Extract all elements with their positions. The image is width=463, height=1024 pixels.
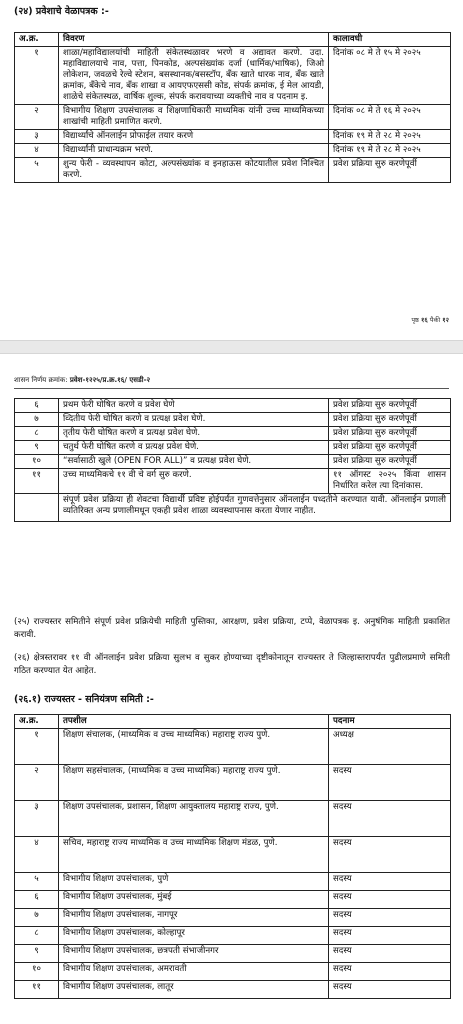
note-blank-cell (15, 494, 59, 522)
table-row (15, 427, 451, 441)
row-period: प्रवेश प्रक्रिया सुरु करणेपूर्वी (329, 413, 451, 427)
row-serial: ७ (15, 909, 59, 927)
page-separator (0, 340, 463, 354)
row-role: सदस्य (329, 891, 451, 909)
row-role: सदस्य (329, 873, 451, 891)
row-serial: १ (15, 729, 59, 765)
running-header (14, 376, 150, 385)
table-row (15, 891, 451, 909)
row-serial: १० (15, 455, 59, 469)
row-serial: ६ (15, 891, 59, 909)
row-role: सदस्य (329, 945, 451, 963)
page-of-label: पैकी (429, 316, 441, 324)
row-description: विभागीय शिक्षण उपसंचालक व शिक्षणाधिकारी माध्यमिक यांनी उच्च माध्यमिकच्या शाखांची माहिती प्रमाणित करणे. (59, 105, 329, 130)
document-page-16 (0, 0, 463, 340)
row-serial: १ (15, 47, 59, 105)
row-detail: विभागीय शिक्षण उपसंचालक, पुणे (59, 873, 329, 891)
page-label: पृष्ठ (411, 316, 419, 324)
row-serial: ३ (15, 801, 59, 837)
col-header-role: पदनाम (329, 715, 451, 729)
table-row (15, 801, 451, 837)
row-serial: ८ (15, 427, 59, 441)
row-role: सदस्य (329, 837, 451, 873)
col-header-detail: तपशील (59, 715, 329, 729)
table-row (15, 837, 451, 873)
row-serial: ४ (15, 837, 59, 873)
table-row (15, 413, 451, 427)
table-header-row (15, 715, 451, 729)
row-period: दिनांक १९ मे ते २८ मे २०२५ (329, 144, 451, 158)
page-total: १२ (442, 316, 449, 324)
row-serial: ३ (15, 130, 59, 144)
section-24-heading: (२४) प्रवेशाचे वेळापत्रक :- (14, 6, 109, 17)
table-row (15, 144, 451, 158)
row-detail: विभागीय शिक्षण उपसंचालक, अमरावती (59, 963, 329, 981)
row-detail: शिक्षण उपसंचालक, प्रशासन, शिक्षण आयुक्तालय महाराष्ट्र राज्य, पुणे. (59, 801, 329, 837)
row-serial: ५ (15, 873, 59, 891)
row-serial: ८ (15, 927, 59, 945)
page-number (411, 316, 449, 324)
col-header-serial: अ.क्र. (15, 715, 59, 729)
row-serial: १० (15, 963, 59, 981)
table-row (15, 729, 451, 765)
row-description: शाळा/महाविद्यालयांची माहिती संकेतस्थळावर भरणे व अद्यावत करणे. उदा. महाविद्यालयाचे नाव, पत्ता, पिनकोड, अल्पसंख्यांक दर्जा (धार्मिक/भाषिक), जिओ लोकेशन, जवळचे रेल्वे स्टेशन, बसस्थानक/बसस्टॉप, बँक खाते धारक नाव, बँक खाते क्रमांक, बँकेचे नाव, बँक शाखा व आयएफएससी कोड, संपर्क क्रमांक, ई मेल आयडी, शाळेचे संकेतस्थळ, वार्षिक शुल्क, संपर्क करावयाच्या व्यक्तीचे नाव व पदनाम इ. (59, 47, 329, 105)
table-row (15, 399, 451, 413)
row-period: दिनांक ०८ मे ते १५ मे २०२५ (329, 47, 451, 105)
row-role: सदस्य (329, 981, 451, 999)
row-description: शुन्य फेरी - व्यवस्थापन कोटा, अल्पसंख्यांक व इनहाऊस कोटयातील प्रवेश निश्चित करणे. (59, 158, 329, 183)
row-period: प्रवेश प्रक्रिया सुरु करणेपूर्वी (329, 399, 451, 413)
row-detail: शिक्षण संचालक, (माध्यमिक व उच्च माध्यमिक) महाराष्ट्र राज्य पुणे. (59, 729, 329, 765)
row-description: तृतीय फेरी घोषित करणे व प्रत्यक्ष प्रवेश घेणे. (59, 427, 329, 441)
committee-table (14, 714, 451, 999)
row-serial: ११ (15, 469, 59, 494)
row-role: अध्यक्ष (329, 729, 451, 765)
row-detail: विभागीय शिक्षण उपसंचालक, कोल्हापूर (59, 927, 329, 945)
gr-number-label: शासन निर्णय क्रमांक: (14, 376, 68, 384)
row-serial: ४ (15, 144, 59, 158)
col-header-period: कालावधी (329, 33, 451, 47)
paragraph-25: (२५) राज्यस्तर समितीने संपूर्ण प्रवेश प्रक्रियेची माहिती पुस्तिका, आरक्षण, प्रवेश प्रक्रिया, टप्पे, वेळापत्रक इ. अनुषंगिक माहिती प्रकाशित करावी. (14, 617, 450, 641)
row-serial: ७ (15, 413, 59, 427)
row-detail: सचिव, महाराष्ट्र राज्य माध्यमिक व उच्च माध्यमिक शिक्षण मंडळ, पुणे. (59, 837, 329, 873)
table-row (15, 455, 451, 469)
table-row (15, 47, 451, 105)
row-description: चतुर्थ फेरी घोषित करणे व प्रत्यक्ष प्रवेश घेणे. (59, 441, 329, 455)
table-note-row (15, 494, 451, 522)
row-role: सदस्य (329, 927, 451, 945)
header-rule (14, 388, 449, 389)
schedule-table-continued (14, 398, 451, 522)
row-detail: विभागीय शिक्षण उपसंचालक, नागपूर (59, 909, 329, 927)
row-role: सदस्य (329, 963, 451, 981)
table-row (15, 873, 451, 891)
row-detail: विभागीय शिक्षण उपसंचालक, छत्रपती संभाजीनगर (59, 945, 329, 963)
section-26-1-heading: (२६.१) राज्यस्तर - सनियंत्रण समिती :- (14, 694, 154, 705)
table-row (15, 927, 451, 945)
col-header-serial: अ.क्र. (15, 33, 59, 47)
table-note: संपूर्ण प्रवेश प्रक्रिया ही शेवटचा विद्यार्थी प्रविष्ट होईपर्यंत गुणवत्तेनुसार ऑनलाईन पध्दतीने करण्यात यावी. ऑनलाईन प्रणाली व्यतिरिक्त अन्य प्रणालीमधून एकही प्रवेश शाळा व्यवस्थापनास करता येणार नाहीत. (59, 494, 451, 522)
row-detail: विभागीय शिक्षण उपसंचालक, मुंबई (59, 891, 329, 909)
table-row (15, 963, 451, 981)
row-description: विद्यार्थ्यांनी प्राधान्यक्रम भरणे. (59, 144, 329, 158)
row-role: सदस्य (329, 765, 451, 801)
row-description: व्दितीय फेरी घोषित करणे व प्रत्यक्ष प्रवेश घेणे. (59, 413, 329, 427)
row-serial: २ (15, 765, 59, 801)
table-header-row (15, 33, 451, 47)
row-period: ११ ऑगस्ट २०२५ किंवा शासन निर्धारित करेल त्या दिनांकास. (329, 469, 451, 494)
row-serial: ६ (15, 399, 59, 413)
paragraph-26: (२६) क्षेत्रस्तरावर ११ वी ऑनलाईन प्रवेश प्रक्रिया सुलभ व सुकर होण्याच्या दृष्टीकोनातून राज्यस्तर ते जिल्हास्तरापर्यंत पुढीलप्रमाणे समिती गठित करण्यात येत आहेत. (14, 653, 450, 677)
row-role: सदस्य (329, 909, 451, 927)
document-page-17 (0, 354, 463, 1024)
row-period: प्रवेश प्रक्रिया सुरु करणेपूर्वी (329, 455, 451, 469)
table-row (15, 105, 451, 130)
table-row (15, 945, 451, 963)
gr-number: प्रवेश-१२२५/प्र.क्र.१६/ एसडी-२ (69, 376, 151, 384)
row-detail: शिक्षण सहसंचालक, (माध्यमिक व उच्च माध्यमिक) महाराष्ट्र राज्य पुणे. (59, 765, 329, 801)
row-description: विद्यार्थ्यांचे ऑनलाईन प्रोफाईल तयार करणे (59, 130, 329, 144)
schedule-table (14, 32, 451, 183)
row-serial: २ (15, 105, 59, 130)
table-row (15, 981, 451, 999)
row-serial: ९ (15, 441, 59, 455)
row-description: प्रथम फेरी घोषित करणे व प्रवेश घेणे (59, 399, 329, 413)
table-row (15, 909, 451, 927)
row-description: “सर्वासाठी खुले (OPEN FOR ALL)” व प्रत्यक्ष प्रवेश घेणे. (59, 455, 329, 469)
row-description: उच्च माध्यमिकचे ११ वी चे वर्ग सुरु करणे. (59, 469, 329, 494)
page-current: १६ (420, 316, 428, 324)
row-period: दिनांक १९ मे ते २८ मे २०२५ (329, 130, 451, 144)
row-detail: विभागीय शिक्षण उपसंचालक, लातूर (59, 981, 329, 999)
table-row (15, 441, 451, 455)
row-serial: ९ (15, 945, 59, 963)
table-row (15, 469, 451, 494)
row-period: प्रवेश प्रक्रिया सुरु करणेपूर्वी (329, 441, 451, 455)
row-serial: ५ (15, 158, 59, 183)
col-header-description: विवरण (59, 33, 329, 47)
table-row (15, 765, 451, 801)
row-period: प्रवेश प्रक्रिया सुरु करणेपूर्वी (329, 158, 451, 183)
table-row (15, 130, 451, 144)
row-role: सदस्य (329, 801, 451, 837)
row-period: प्रवेश प्रक्रिया सुरु करणेपूर्वी (329, 427, 451, 441)
row-period: दिनांक ०८ मे ते १६ मे २०२५ (329, 105, 451, 130)
row-serial: ११ (15, 981, 59, 999)
table-row (15, 158, 451, 183)
